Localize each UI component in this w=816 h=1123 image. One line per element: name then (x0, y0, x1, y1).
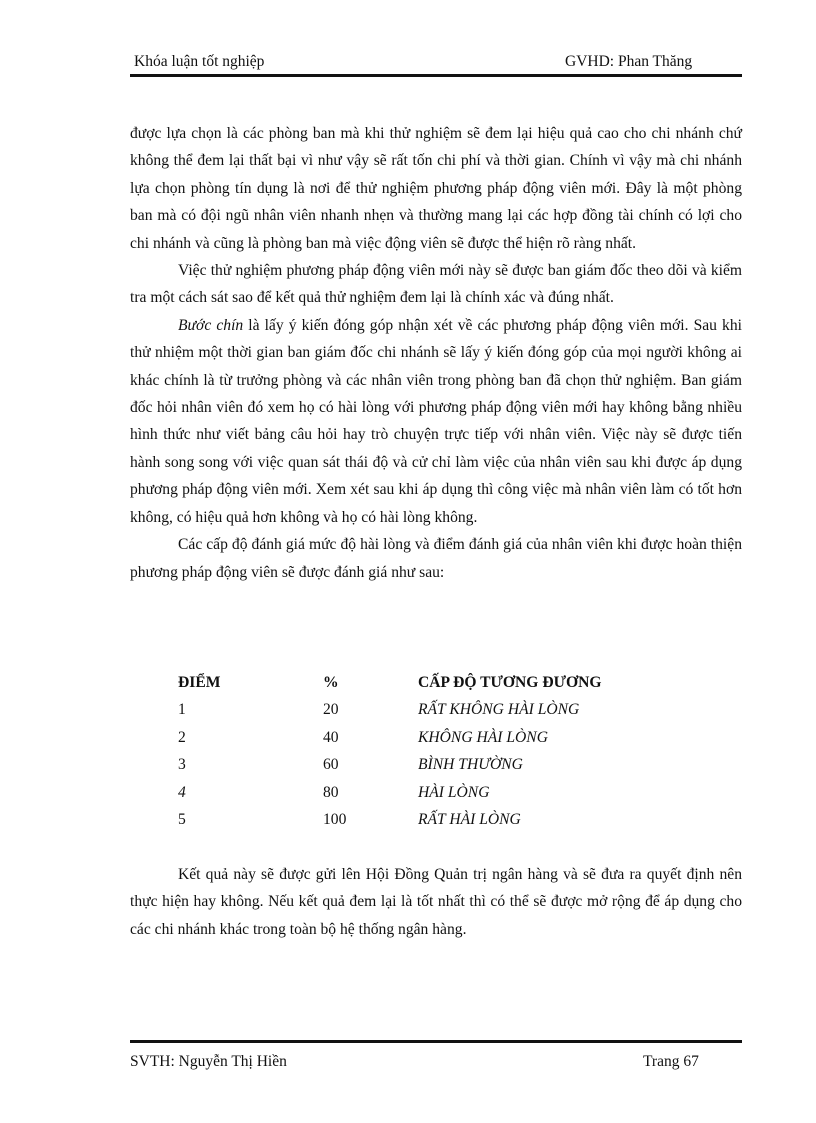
table-row (178, 696, 658, 723)
table-cell-level: RẤT KHÔNG HÀI LÒNG (418, 701, 580, 719)
table-cell-score: 4 (178, 783, 186, 801)
footer-student: SVTH: Nguyễn Thị Hiền (130, 1053, 287, 1070)
paragraph-5: Kết quả này sẽ được gửi lên Hội Đồng Quản trị ngân hàng và sẽ đưa ra quyết định nên thực hiện hay không. Nếu kết quả đem lại là tốt nhất thì có thể sẽ được mở rộng để áp dụng cho các chi nhánh khác trong toàn bộ hệ thống ngân hàng. (130, 866, 742, 938)
table-row (178, 779, 658, 806)
table-row (178, 806, 658, 833)
table-cell-score: 2 (178, 728, 186, 746)
table-header-level: CẤP ĐỘ TƯƠNG ĐƯƠNG (418, 674, 602, 691)
paragraph-3-lead: Bước chín (178, 316, 244, 334)
table-cell-score: 3 (178, 756, 186, 774)
table-cell-level: HÀI LÒNG (418, 783, 490, 801)
table-header-percent: % (323, 674, 339, 691)
table-cell-level: BÌNH THƯỜNG (418, 756, 523, 774)
paragraph-4: Các cấp độ đánh giá mức độ hài lòng và điểm đánh giá của nhân viên khi được hoàn thiện phương pháp động viên sẽ được đánh giá như sau: (130, 536, 742, 581)
table-cell-percent: 80 (323, 783, 339, 801)
closing-text (130, 861, 742, 943)
table-cell-level: RẤT HÀI LÒNG (418, 810, 521, 828)
table-header-row (178, 669, 658, 696)
table-cell-score: 1 (178, 701, 186, 719)
header-thesis-title: Khóa luận tốt nghiệp (134, 53, 265, 70)
table-cell-percent: 100 (323, 810, 347, 828)
table-cell-percent: 40 (323, 728, 339, 746)
footer-rule (130, 1040, 742, 1043)
table-header-score: ĐIỂM (178, 674, 221, 691)
body-text (130, 120, 742, 586)
table-cell-percent: 60 (323, 756, 339, 774)
paragraph-3 (130, 312, 742, 531)
table-cell-level: KHÔNG HÀI LÒNG (418, 728, 548, 746)
table-cell-score: 5 (178, 810, 186, 828)
satisfaction-table (178, 669, 658, 833)
header-supervisor: GVHD: Phan Thăng (565, 53, 693, 70)
paragraph-2: Việc thử nghiệm phương pháp động viên mới này sẽ được ban giám đốc theo dõi và kiểm tra một cách sát sao để kết quả thử nghiệm đem lại là chính xác và đúng nhất. (130, 262, 742, 307)
paragraph-3-text: là lấy ý kiến đóng góp nhận xét về các phương pháp động viên mới. Sau khi thử nhiệm một thời gian ban giám đốc chi nhánh sẽ lấy ý kiến đóng góp của mọi người không ai khác chính là từ trưởng phòng và các nhân viên trong phòng ban đã chọn thử nghiệm. Ban giám đốc hỏi nhân viên đó xem họ có hài lòng với phương pháp động viên mới hay không bằng nhiều hình thức như viết bảng câu hỏi hay trò chuyện trực tiếp với nhân viên. Việc này sẽ được tiến hành song song với việc quan sát thái độ và cử chỉ làm việc của nhân viên sau khi được áp dụng phương pháp động viên mới. Xem xét sau khi áp dụng thì công việc mà nhân viên làm có tốt hơn không, có hiệu quả hơn không và họ có hài lòng không. (130, 316, 742, 526)
footer-page-number: Trang 67 (643, 1053, 699, 1070)
page-header (134, 53, 742, 73)
table-row (178, 751, 658, 778)
paragraph-1: được lựa chọn là các phòng ban mà khi thử nghiệm sẽ đem lại hiệu quả cao cho chi nhánh chứ không thể đem lại thất bại vì như vậy sẽ rất tốn chi phí và thời gian. Chính vì vậy mà chi nhánh lựa chọn phòng tín dụng là nơi để thử nghiệm phương pháp động viên mới. Đây là một phòng ban mà có đội ngũ nhân viên nhanh nhẹn và thường mang lại các hợp đồng tài chính có lợi cho chi nhánh và cũng là phòng ban mà việc động viên sẽ được thể hiện rõ ràng nhất. (130, 125, 742, 252)
table-cell-percent: 20 (323, 701, 339, 719)
table-row (178, 724, 658, 751)
header-rule (130, 74, 742, 77)
